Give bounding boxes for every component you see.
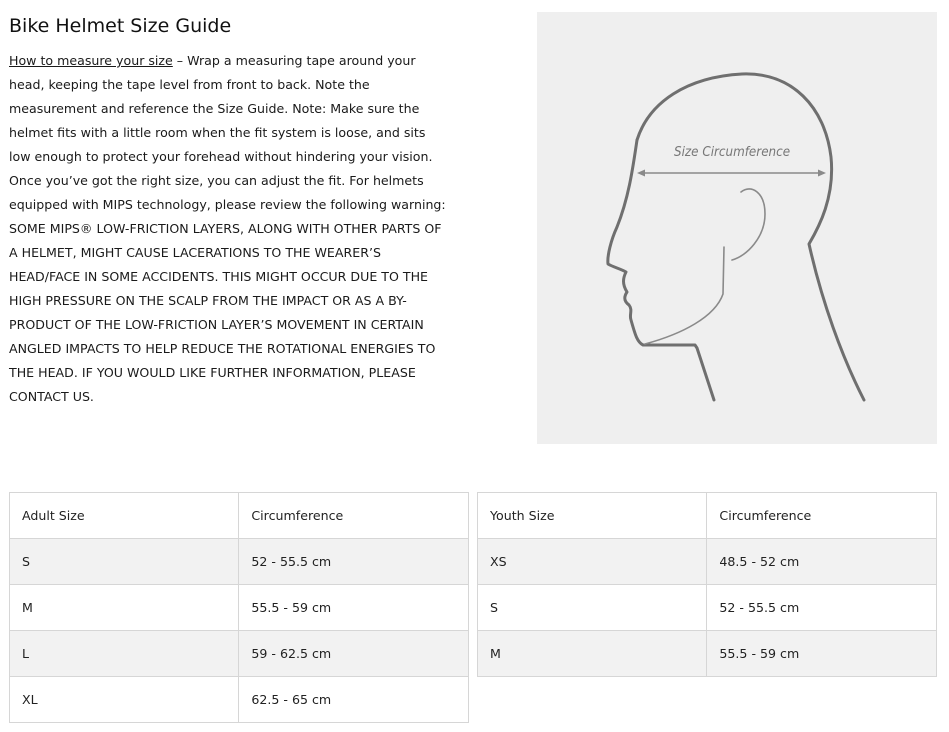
- size-cell: S: [10, 539, 239, 585]
- size-cell: XL: [10, 677, 239, 723]
- table-row: [478, 539, 937, 585]
- circumference-cell: 59 - 62.5 cm: [239, 631, 469, 677]
- header-adult-size: Adult Size: [10, 493, 239, 539]
- table-row: [478, 631, 937, 677]
- size-cell: S: [478, 585, 707, 631]
- head-measurement-diagram: [537, 12, 937, 444]
- table-header-row: [10, 493, 469, 539]
- description-text: – Wrap a measuring tape around your head, keeping the tape level from front to back. Note the measurement and reference the Size Guide. Note: Make sure the helmet fits with a little room when the fit system is loose, and sits low enough to protect your forehead without hindering your vision. Once you’ve got the right size, you can adjust the fit. For helmets equipped with MIPS technology, please review the following warning: SOME MIPS® LOW-FRICTION LAYERS, ALONG WITH OTHER PARTS OF A HELMET, MIGHT CAUSE LACERATIONS TO THE WEARER’S HEAD/FACE IN SOME ACCIDENTS. THIS MIGHT OCCUR DUE TO THE HIGH PRESSURE ON THE SCALP FROM THE IMPACT OR AS A BY-PRODUCT OF THE LOW-FRICTION LAYER’S MOVEMENT IN CERTAIN ANGLED IMPACTS TO HELP REDUCE THE ROTATIONAL ENERGIES TO THE HEAD. IF YOU WOULD LIKE FURTHER INFORMATION, PLEASE CONTACT US.: [9, 53, 446, 404]
- circumference-cell: 55.5 - 59 cm: [707, 631, 937, 677]
- size-cell: XS: [478, 539, 707, 585]
- adult-size-table: [9, 492, 469, 723]
- measure-description: [9, 49, 449, 409]
- circumference-cell: 52 - 55.5 cm: [707, 585, 937, 631]
- table-row: [10, 539, 469, 585]
- circumference-cell: 48.5 - 52 cm: [707, 539, 937, 585]
- youth-size-table: [477, 492, 937, 677]
- table-row: [10, 585, 469, 631]
- page-title: Bike Helmet Size Guide: [9, 15, 232, 37]
- size-cell: M: [10, 585, 239, 631]
- arrow-right-icon: [818, 170, 826, 177]
- table-row: [10, 677, 469, 723]
- circumference-cell: 55.5 - 59 cm: [239, 585, 469, 631]
- head-profile-illustration: [537, 12, 937, 444]
- header-circumference: Circumference: [239, 493, 469, 539]
- size-cell: L: [10, 631, 239, 677]
- circumference-cell: 62.5 - 65 cm: [239, 677, 469, 723]
- table-header-row: [478, 493, 937, 539]
- table-row: [478, 585, 937, 631]
- circumference-cell: 52 - 55.5 cm: [239, 539, 469, 585]
- size-circumference-label: Size Circumference: [674, 143, 791, 160]
- table-row: [10, 631, 469, 677]
- size-cell: M: [478, 631, 707, 677]
- how-to-measure-link[interactable]: How to measure your size: [9, 53, 173, 68]
- header-circumference: Circumference: [707, 493, 937, 539]
- header-youth-size: Youth Size: [478, 493, 707, 539]
- arrow-left-icon: [637, 170, 645, 177]
